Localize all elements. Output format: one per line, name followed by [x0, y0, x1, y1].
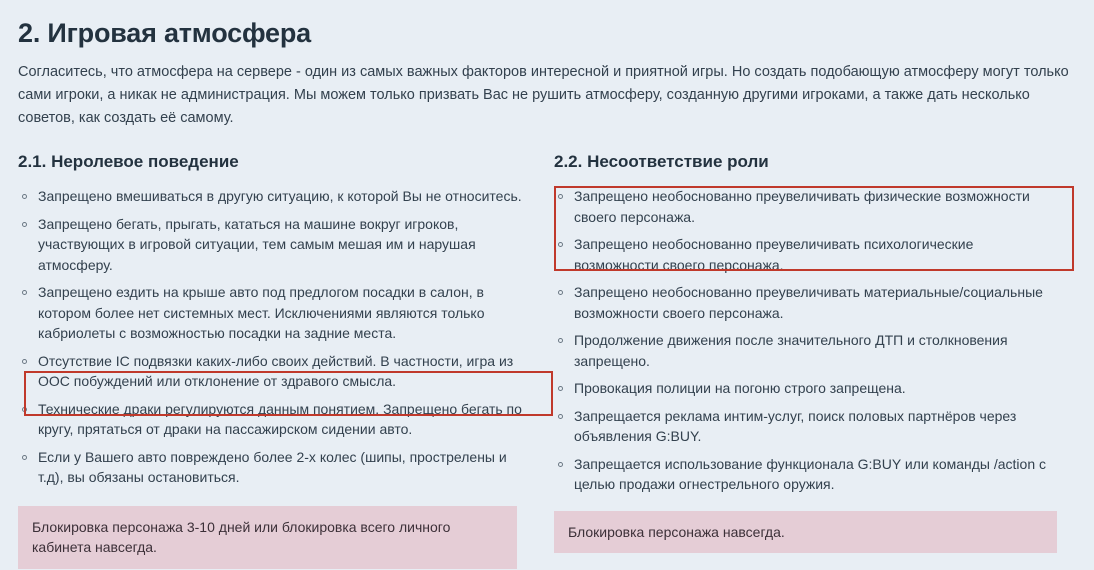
list-item: Запрещено необоснованно преувеличивать материальные/социальные возможности своего персонажа.	[554, 282, 1062, 323]
list-item: Отсутствие IC подвязки каких-либо своих действий. В частности, игра из ООС побуждений или отклонение от здравого смысла.	[18, 351, 526, 392]
page-title: 2. Игровая атмосфера	[18, 18, 311, 48]
page-intro: Согласитесь, что атмосфера на сервере - один из самых важных факторов интересной и приятной игры. Но создать подобающую атмосферу могут только сами игроки, а никак не администрация. Мы можем только призвать Вас не рушить атмосферу, созданную другими игроками, а также дать несколько советов, как создать её самому.	[18, 64, 1069, 126]
list-item: Продолжение движения после значительного ДТП и столкновения запрещено.	[554, 330, 1062, 371]
list-item: Запрещается использование функционала G:BUY или команды /action с целью продажи огнестрельного оружия.	[554, 454, 1062, 495]
list-item-highlighted: Запрещено необоснованно преувеличивать физические возможности своего персонажа.	[554, 186, 1062, 227]
list-item: Запрещено бегать, прыгать, кататься на машине вокруг игроков, участвующих в игровой ситуации, тем самым мешая им и нарушая атмосферу.	[18, 214, 526, 276]
section-2-1-heading: 2.1. Неролевое поведение	[18, 152, 239, 171]
section-2-2-list-wrapper	[554, 186, 1062, 495]
section-2-1-penalty: Блокировка персонажа 3-10 дней или блокировка всего личного кабинета навсегда.	[18, 506, 517, 569]
section-2-1-list	[18, 186, 526, 488]
list-item: Запрещено ездить на крыше авто под предлогом посадки в салон, в котором более нет системных мест. Исключениями являются только кабриолеты с возможностью посадки на задние места.	[18, 282, 526, 344]
section-2-1	[18, 152, 526, 569]
rules-columns	[18, 152, 1072, 569]
list-item: Если у Вашего авто повреждено более 2-х колес (шипы, прострелены и т.д), вы обязаны остановиться.	[18, 447, 526, 488]
list-item: Запрещается реклама интим-услуг, поиск половых партнёров через объявления G:BUY.	[554, 406, 1062, 447]
section-2-2	[554, 152, 1062, 553]
list-item: Запрещено вмешиваться в другую ситуацию, к которой Вы не относитесь.	[18, 186, 526, 207]
section-2-2-heading: 2.2. Несоответствие роли	[554, 152, 769, 171]
list-item-highlighted: Запрещено необоснованно преувеличивать психологические возможности своего персонажа.	[554, 234, 1062, 275]
list-item: Провокация полиции на погоню строго запрещена.	[554, 378, 1062, 399]
section-2-2-penalty: Блокировка персонажа навсегда.	[554, 511, 1057, 554]
list-item-highlighted: Технические драки регулируются данным понятием. Запрещено бегать по кругу, прятаться от драки на пассажирском сидении авто.	[18, 399, 526, 440]
section-2-2-list	[554, 186, 1062, 495]
